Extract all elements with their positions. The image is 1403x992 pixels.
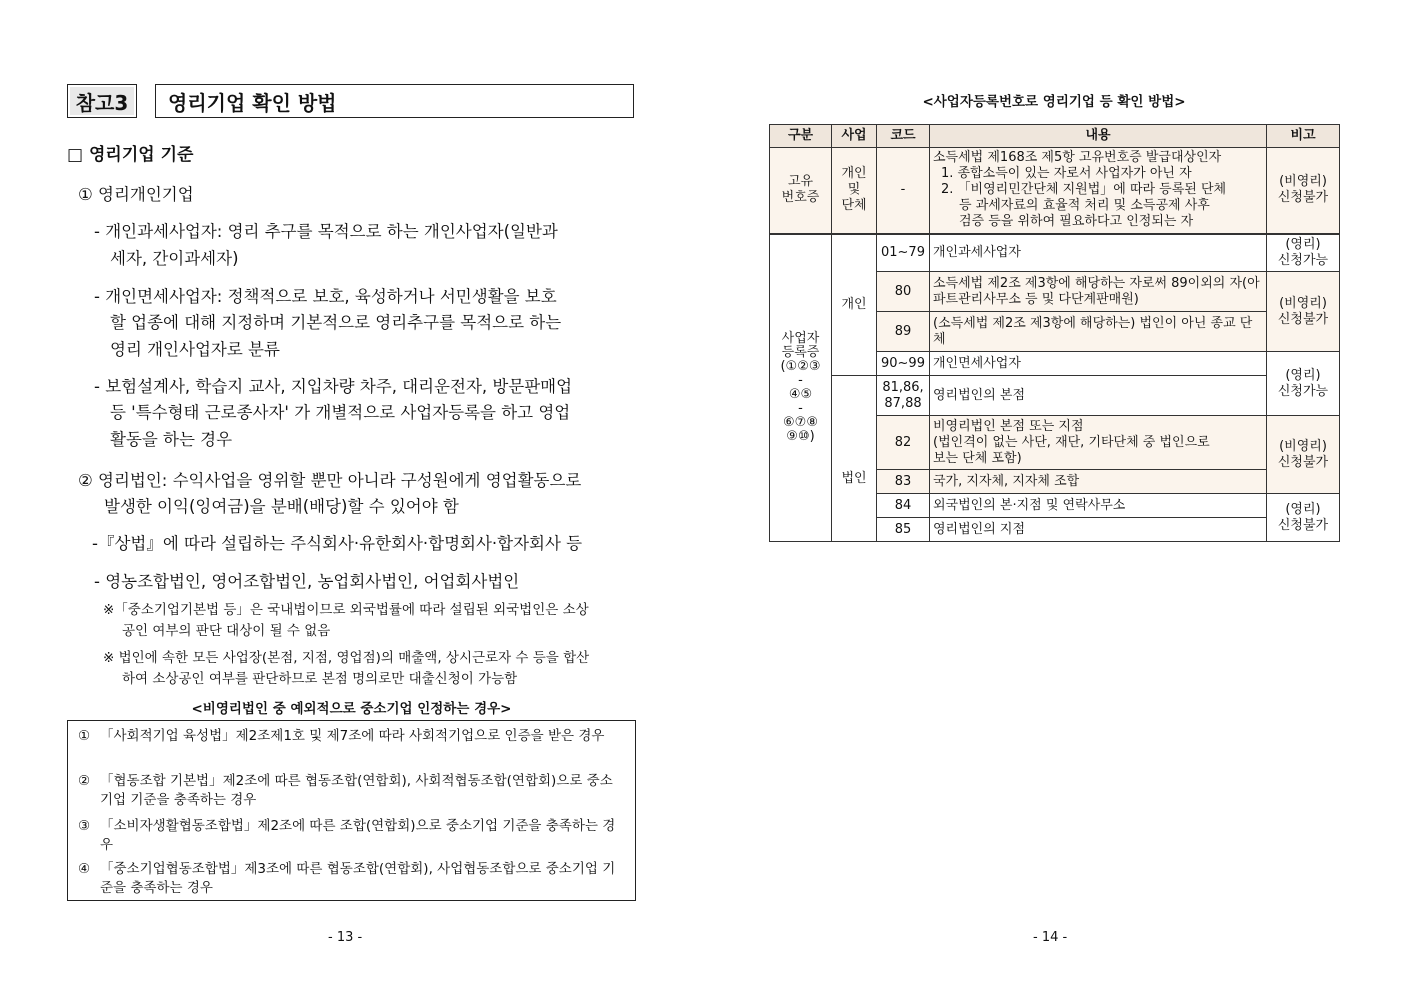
cell-content: 외국법인의 본·지점 및 연락사무소	[930, 494, 1267, 518]
sub-exempt-line1: - 개인면세사업자: 정책적으로 보호, 육성하거나 서민생활을 보호	[94, 287, 557, 306]
table-header-row	[770, 125, 1340, 148]
page-title: 영리기업 확인 방법	[155, 84, 634, 118]
cell-content: (소득세법 제2조 제3항에 해당하는) 법인이 아닌 종교 단체	[930, 312, 1267, 352]
page-number-right: - 14 -	[1033, 930, 1068, 945]
cell-note: (영리) 신청불가	[1267, 494, 1340, 542]
cell-content: 영리법인의 본점	[930, 376, 1267, 416]
item-profit-corp-line1: ② 영리법인: 수익사업을 영위할 뿐만 아니라 구성원에게 영업활동으로	[78, 471, 582, 490]
sub-special-line2: 등 '특수형태 근로종사자' 가 개별적으로 사업자등록을 하고 영업	[110, 403, 571, 422]
cell-content-unique	[930, 148, 1267, 234]
sub-exempt-line2: 할 업종에 대해 지정하며 기본적으로 영리추구를 목적으로 하는	[110, 313, 562, 332]
note-foreign-line1: ※「중소기업기본법 등」은 국내법이므로 외국법률에 따라 설립된 외국법인은 소상	[103, 602, 589, 618]
exception-box-caption: <비영리법인 중 예외적으로 중소기업 인정하는 경우>	[191, 701, 512, 717]
note-branch-line1: ※ 법인에 속한 모든 사업장(본점, 지점, 영업점)의 매출액, 상시근로자 수 등을 합산	[103, 650, 590, 666]
section-heading: □ 영리기업 기준	[67, 145, 194, 165]
cell-content: 영리법인의 지점	[930, 518, 1267, 542]
header-category: 구분	[770, 125, 832, 148]
note-branch-line2: 하여 소상공인 여부를 판단하므로 본점 명의로만 대출신청이 가능함	[122, 671, 518, 687]
exception-num: ③	[78, 818, 91, 834]
cell-note: (영리) 신청가능	[1267, 352, 1340, 416]
cell-content: 개인면세사업자	[930, 352, 1267, 376]
item-profit-individual: ① 영리개인기업	[78, 185, 194, 204]
content-line: 1. 종합소득이 있는 자로서 사업자가 아닌 자	[941, 166, 1192, 182]
exception-num: ①	[78, 728, 91, 744]
sub-special-line1: - 보험설계사, 학습지 교사, 지입차량 차주, 대리운전자, 방문판매업	[94, 377, 573, 396]
cell-code: 90~99	[877, 352, 930, 376]
cell-biz-personal: 개인	[832, 234, 877, 376]
cell-note: (영리) 신청가능	[1267, 234, 1340, 272]
cell-code: 85	[877, 518, 930, 542]
reference-tag-label: 참고3	[70, 87, 134, 115]
cell-code: 01~79	[877, 234, 930, 272]
exception-text: 「중소기업협동조합법」제3조에 따른 협동조합(연합회), 사업협동조합으로 중소기업 기준을 충족하는 경우	[100, 861, 616, 896]
page-number-left: - 13 -	[328, 930, 363, 945]
cell-code-unique: -	[877, 148, 930, 234]
cell-content: 국가, 지자체, 지자체 조합	[930, 470, 1267, 494]
sub-special-line3: 활동을 하는 경우	[110, 430, 233, 449]
header-content: 내용	[930, 125, 1267, 148]
exception-text: 「소비자생활협동조합법」제2조에 따른 조합(연합회)으로 중소기업 기준을 충족하는 경우	[100, 818, 616, 853]
sub-commercial-act: -『상법』에 따라 설립하는 주식회사·유한회사·합명회사·합자회사 등	[92, 534, 583, 553]
cell-biz-unique: 개인 및 단체	[832, 148, 877, 234]
header-business: 사업	[832, 125, 877, 148]
cell-code: 81,86, 87,88	[877, 376, 930, 416]
cell-note: (비영리) 신청불가	[1267, 416, 1340, 494]
cell-code: 82	[877, 416, 930, 470]
business-code-table	[769, 124, 1340, 542]
note-foreign-line2: 공인 여부의 판단 대상이 될 수 없음	[122, 623, 331, 639]
exception-text: 「협동조합 기본법」제2조에 따른 협동조합(연합회), 사회적협동조합(연합회)으로 중소기업 기준을 충족하는 경우	[100, 773, 613, 808]
cell-content: 비영리법인 본점 또는 지점 (법인격이 없는 사단, 재단, 기타단체 중 법인으로 보는 단체 포함)	[930, 416, 1267, 470]
exception-box	[67, 720, 636, 901]
item-profit-corp-line2: 발생한 이익(잉여금)을 분배(배당)할 수 있어야 함	[104, 497, 459, 516]
cell-code: 83	[877, 470, 930, 494]
sub-agri-corps: - 영농조합법인, 영어조합법인, 농업회사법인, 어업회사법인	[94, 572, 520, 591]
exception-num: ②	[78, 773, 91, 789]
content-line: 소득세법 제168조 제5항 고유번호증 발급대상인자	[933, 150, 1222, 166]
cell-code: 89	[877, 312, 930, 352]
table-row-unique-number	[770, 148, 1340, 234]
content-line: 2. 「비영리민간단체 지원법」에 따라 등록된 단체	[941, 182, 1227, 198]
content-line: 검증 등을 위하여 필요하다고 인정되는 자	[959, 214, 1194, 230]
table-caption: <사업자등록번호로 영리기업 등 확인 방법>	[922, 94, 1186, 110]
cell-code: 84	[877, 494, 930, 518]
sub-taxable-line2: 세자, 간이과세자)	[110, 249, 239, 268]
cell-note-unique: (비영리) 신청불가	[1267, 148, 1340, 234]
header-code: 코드	[877, 125, 930, 148]
cell-note: (비영리) 신청불가	[1267, 272, 1340, 352]
cell-content: 소득세법 제2조 제3항에 해당하는 자로써 89이외의 자(아파트관리사무소 등 및 다단계판매원)	[930, 272, 1267, 312]
table-row	[770, 376, 1340, 416]
reference-tag	[67, 84, 137, 118]
content-line: 등 과세자료의 효율적 처리 및 소득공제 사후	[959, 198, 1210, 214]
sub-taxable-line1: - 개인과세사업자: 영리 추구를 목적으로 하는 개인사업자(일반과	[94, 222, 558, 241]
cell-group-registration: 사업자 등록증 (①②③ - ④⑤ - ⑥⑦⑧ ⑨⑩)	[770, 234, 832, 542]
cell-content: 개인과세사업자	[930, 234, 1267, 272]
cell-biz-corp: 법인	[832, 376, 877, 542]
sub-exempt-line3: 영리 개인사업자로 분류	[110, 340, 280, 359]
exception-num: ④	[78, 861, 91, 877]
table-row	[770, 234, 1340, 272]
header-note: 비고	[1267, 125, 1340, 148]
exception-text: 「사회적기업 육성법」제2조제1호 및 제7조에 따라 사회적기업으로 인증을 받은 경우	[100, 728, 605, 744]
cell-group-unique: 고유 번호증	[770, 148, 832, 234]
cell-code: 80	[877, 272, 930, 312]
